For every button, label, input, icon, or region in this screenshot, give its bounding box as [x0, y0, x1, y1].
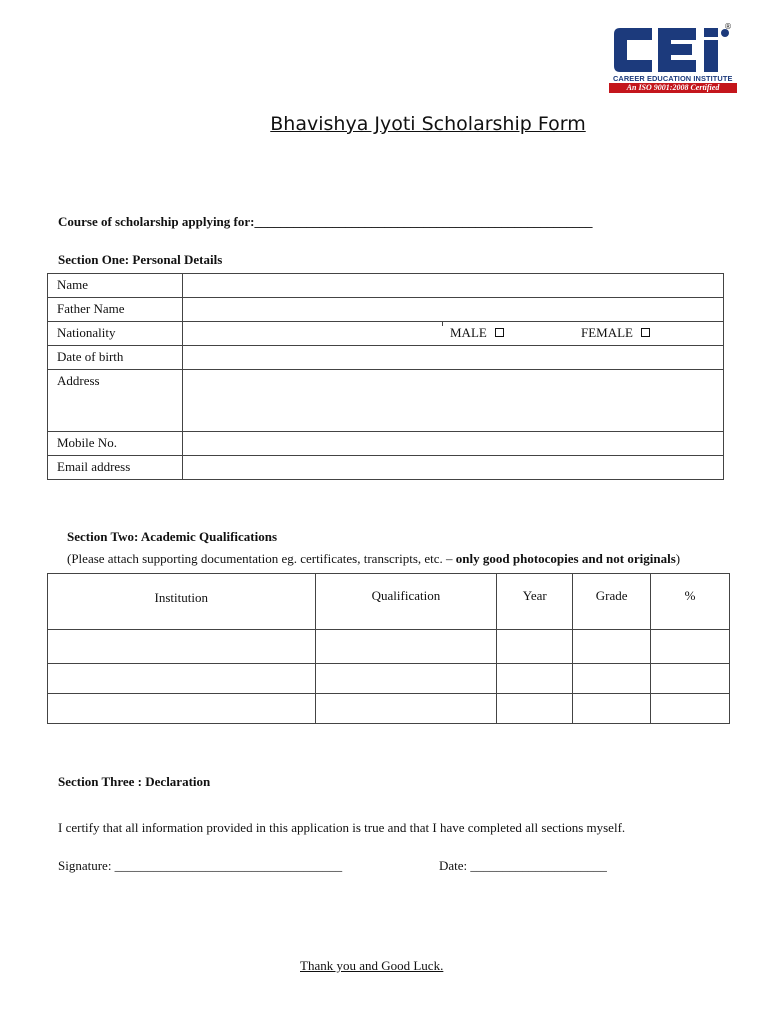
- field-label: Address: [48, 370, 183, 432]
- note-prefix: (Please attach supporting documentation eg. certificates, transcripts, etc. –: [67, 551, 456, 566]
- percent-cell[interactable]: [651, 664, 730, 694]
- institution-cell[interactable]: [48, 630, 316, 664]
- field-label: Father Name: [48, 298, 183, 322]
- field-label: Name: [48, 274, 183, 298]
- qualification-cell[interactable]: [315, 664, 497, 694]
- section-one-heading: Section One: Personal Details: [58, 252, 223, 267]
- nationality-field[interactable]: [183, 322, 724, 346]
- field-label: Email address: [48, 456, 183, 480]
- field-label: Date of birth: [48, 346, 183, 370]
- academic-qualifications-table: [47, 573, 730, 724]
- cei-logo-mark-icon: [612, 26, 734, 74]
- father-name-field[interactable]: [183, 298, 724, 322]
- name-field[interactable]: [183, 274, 724, 298]
- closing-message: Thank you and Good Luck.: [300, 958, 444, 973]
- note-emphasis: only good photocopies and not originals: [455, 551, 676, 566]
- table-row: [48, 370, 724, 432]
- personal-details-table: [47, 273, 724, 480]
- section-two-note: [67, 551, 680, 567]
- table-row: [48, 298, 724, 322]
- date-of-birth-field[interactable]: [183, 346, 724, 370]
- field-label: Mobile No.: [48, 432, 183, 456]
- column-header: Qualification: [315, 574, 497, 630]
- section-three-heading: Section Three : Declaration: [58, 774, 211, 789]
- year-cell[interactable]: [497, 664, 573, 694]
- table-row: [48, 694, 730, 724]
- section-two-heading: Section Two: Academic Qualifications: [67, 529, 278, 544]
- female-option[interactable]: [581, 325, 650, 341]
- note-suffix: ): [675, 551, 681, 566]
- table-row: [48, 432, 724, 456]
- institution-cell[interactable]: [48, 664, 316, 694]
- percent-cell[interactable]: [651, 630, 730, 664]
- female-checkbox[interactable]: [641, 328, 650, 337]
- table-row: [48, 274, 724, 298]
- signature-line[interactable]: Signature: ___________________________________: [58, 858, 343, 873]
- qualification-cell[interactable]: [315, 630, 497, 664]
- column-header: Grade: [573, 574, 651, 630]
- institution-cell[interactable]: [48, 694, 316, 724]
- registered-mark: ®: [724, 22, 732, 31]
- male-checkbox[interactable]: [495, 328, 504, 337]
- grade-cell[interactable]: [573, 630, 651, 664]
- year-cell[interactable]: [497, 694, 573, 724]
- email-field[interactable]: [183, 456, 724, 480]
- table-row: [48, 346, 724, 370]
- table-row: [48, 630, 730, 664]
- table-row: [48, 322, 724, 346]
- iso-certified-band: An ISO 9001:2008 Certified: [609, 83, 737, 93]
- qualification-cell[interactable]: [315, 694, 497, 724]
- field-label: Nationality: [48, 322, 183, 346]
- cei-logo: [606, 22, 738, 94]
- table-row: [48, 456, 724, 480]
- male-label: MALE: [450, 325, 487, 340]
- year-cell[interactable]: [497, 630, 573, 664]
- course-line[interactable]: Course of scholarship applying for:____________________________________________________: [58, 214, 593, 229]
- grade-cell[interactable]: [573, 664, 651, 694]
- male-option[interactable]: [450, 325, 504, 341]
- column-header: Year: [497, 574, 573, 630]
- column-header: %: [651, 574, 730, 630]
- address-field[interactable]: [183, 370, 724, 432]
- form-title: Bhavishya Jyoti Scholarship Form: [270, 113, 586, 135]
- grade-cell[interactable]: [573, 694, 651, 724]
- percent-cell[interactable]: [651, 694, 730, 724]
- divider: [442, 322, 443, 326]
- female-label: FEMALE: [581, 325, 633, 340]
- declaration-statement: I certify that all information provided in this application is true and that I have completed all sections myself.: [58, 820, 626, 835]
- table-header-row: [48, 574, 730, 630]
- table-row: [48, 664, 730, 694]
- column-header: Institution: [48, 574, 316, 630]
- institute-name: CAREER EDUCATION INSTITUTE: [613, 74, 733, 83]
- mobile-field[interactable]: [183, 432, 724, 456]
- date-line[interactable]: Date: _____________________: [439, 858, 607, 873]
